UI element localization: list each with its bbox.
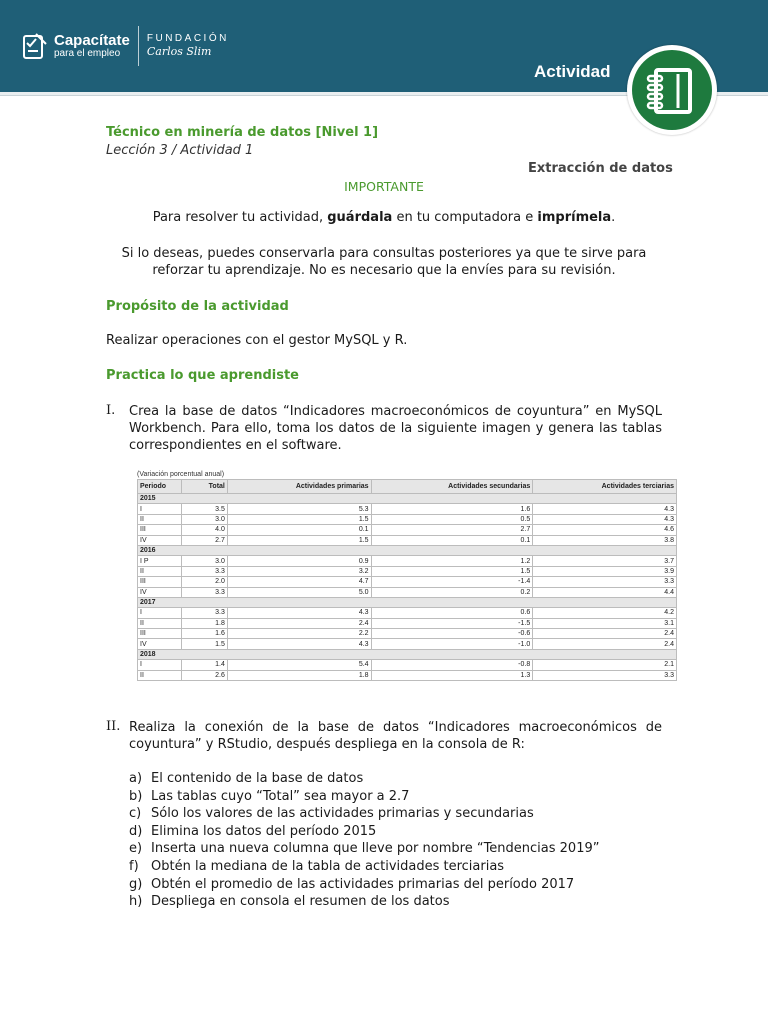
table-row: [138, 608, 677, 618]
item-2-text: Realiza la conexión de la base de datos “Indicadores macroeconómicos de coyuntura” y RStudio, después despliega en la consola de R:: [129, 720, 662, 752]
table-row: [138, 577, 677, 587]
table-cell: 2.7: [181, 535, 227, 545]
list-item-label: f): [129, 858, 139, 874]
list-item: [129, 806, 669, 824]
foundation-label: FUNDACIÓN: [146, 33, 229, 44]
table-cell: 2.0: [181, 577, 227, 587]
purpose-text: Realizar operaciones con el gestor MySQL y R.: [106, 333, 408, 348]
table-cell: II: [138, 566, 182, 576]
instructions-pre: Para resolver tu actividad,: [152, 210, 328, 225]
item-2-number: II.: [106, 719, 121, 734]
table-cell: 4.3: [227, 608, 371, 618]
table-header-cell: Actividades primarias: [227, 480, 371, 494]
table-cell: 2.2: [227, 629, 371, 639]
table-row: [138, 618, 677, 628]
table-cell: 4.6: [533, 525, 677, 535]
table-cell: 4.3: [533, 504, 677, 514]
table-cell: 2.4: [533, 639, 677, 649]
table-year-cell: 2018: [138, 649, 677, 659]
table-cell: 1.5: [181, 639, 227, 649]
list-item: [129, 824, 669, 842]
table-cell: 1.8: [227, 670, 371, 680]
table-year-row: [138, 597, 677, 607]
table-cell: I: [138, 504, 182, 514]
table-cell: 5.3: [227, 504, 371, 514]
table-cell: 1.5: [371, 566, 533, 576]
table-row: [138, 525, 677, 535]
table-cell: 3.3: [533, 577, 677, 587]
table-row: [138, 660, 677, 670]
course-title: Técnico en minería de datos [Nivel 1]: [106, 125, 379, 140]
table-year-cell: 2016: [138, 545, 677, 555]
table-cell: -0.6: [371, 629, 533, 639]
table-cell: 0.2: [371, 587, 533, 597]
capacitate-logo: [22, 26, 229, 66]
table-cell: III: [138, 577, 182, 587]
table-cell: -1.5: [371, 618, 533, 628]
table-header-cell: Total: [181, 480, 227, 494]
table-cell: 3.3: [533, 670, 677, 680]
logo-subtitle: para el empleo: [54, 47, 121, 59]
table-cell: 1.2: [371, 556, 533, 566]
table-cell: -0.8: [371, 660, 533, 670]
table-cell: 4.3: [227, 639, 371, 649]
instructions: [0, 210, 768, 225]
list-item-text: Despliega en consola el resumen de los datos: [151, 894, 450, 910]
table-cell: 4.3: [533, 514, 677, 524]
item-1-number: I.: [106, 403, 116, 418]
activity-label: Actividad: [534, 62, 611, 81]
table-cell: 2.4: [227, 618, 371, 628]
table-cell: 3.1: [533, 618, 677, 628]
logo-title: Capacítate: [54, 31, 130, 49]
table-cell: 1.4: [181, 660, 227, 670]
table-header-cell: Actividades terciarias: [533, 480, 677, 494]
list-item-text: Obtén el promedio de las actividades primarias del período 2017: [151, 876, 575, 892]
table-cell: II: [138, 670, 182, 680]
table-cell: 3.3: [181, 587, 227, 597]
table-header-cell: Actividades secundarias: [371, 480, 533, 494]
table-row: [138, 535, 677, 545]
note-line-1: Si lo deseas, puedes conservarla para consultas posteriores ya que te sirve para: [121, 246, 647, 261]
table-cell: 0.1: [227, 525, 371, 535]
table-row: [138, 670, 677, 680]
table-cell: 1.3: [371, 670, 533, 680]
table-row: [138, 629, 677, 639]
table-cell: 2.4: [533, 629, 677, 639]
table-cell: IV: [138, 639, 182, 649]
table-cell: 2.7: [371, 525, 533, 535]
table-row: [138, 504, 677, 514]
table-cell: 3.9: [533, 566, 677, 576]
table-row: [138, 587, 677, 597]
list-item: [129, 789, 669, 807]
practice-heading: Practica lo que aprendiste: [106, 368, 300, 383]
checklist-icon: [22, 32, 48, 60]
table-cell: 3.8: [533, 535, 677, 545]
table-cell: 4.0: [181, 525, 227, 535]
table-cell: 3.7: [533, 556, 677, 566]
table-cell: I P: [138, 556, 182, 566]
list-item-text: Inserta una nueva columna que lleve por nombre “Tendencias 2019”: [151, 841, 600, 857]
table-cell: 5.0: [227, 587, 371, 597]
table-cell: 1.8: [181, 618, 227, 628]
list-item-text: Las tablas cuyo “Total” sea mayor a 2.7: [151, 788, 410, 804]
table-cell: 0.1: [371, 535, 533, 545]
table-cell: III: [138, 629, 182, 639]
note-line-2: reforzar tu aprendizaje. No es necesario que la envíes para su revisión.: [152, 263, 616, 278]
list-item-label: c): [129, 806, 142, 822]
table-cell: I: [138, 660, 182, 670]
table-cell: 4.7: [227, 577, 371, 587]
table-cell: 2.6: [181, 670, 227, 680]
table-cell: 4.2: [533, 608, 677, 618]
list-item-label: b): [129, 788, 143, 804]
lesson-label: Lección 3 / Actividad 1: [106, 143, 254, 158]
list-item: [129, 877, 669, 895]
list-item-text: Obtén la mediana de la tabla de actividades terciarias: [151, 858, 505, 874]
table-cell: 3.2: [227, 566, 371, 576]
table-cell: 1.5: [227, 514, 371, 524]
table-year-row: [138, 545, 677, 555]
table-cell: 3.5: [181, 504, 227, 514]
table-cell: IV: [138, 535, 182, 545]
table-year-row: [138, 494, 677, 504]
table-year-cell: 2015: [138, 494, 677, 504]
table-cell: 4.4: [533, 587, 677, 597]
table-cell: -1.4: [371, 577, 533, 587]
table-cell: 0.9: [227, 556, 371, 566]
table-year-row: [138, 649, 677, 659]
list-item-text: El contenido de la base de datos: [151, 771, 364, 786]
table-row: [138, 514, 677, 524]
instructions-save: guárdala: [327, 210, 393, 225]
list-item: [129, 894, 669, 912]
data-table: [137, 479, 677, 681]
table-cell: 0.5: [371, 514, 533, 524]
purpose-heading: Propósito de la actividad: [106, 299, 289, 314]
instructions-mid: en tu computadora e: [392, 210, 538, 225]
table-cell: 0.6: [371, 608, 533, 618]
table-cell: 3.3: [181, 608, 227, 618]
list-item: [129, 859, 669, 877]
table-year-cell: 2017: [138, 597, 677, 607]
table-cell: 1.5: [227, 535, 371, 545]
list-item-label: d): [129, 823, 143, 839]
table-row: [138, 566, 677, 576]
table-cell: 3.3: [181, 566, 227, 576]
activity-badge: [627, 45, 717, 135]
list-item-label: e): [129, 841, 143, 857]
table-row: [138, 639, 677, 649]
table-cell: -1.0: [371, 639, 533, 649]
table-cell: 1.6: [371, 504, 533, 514]
table-cell: 5.4: [227, 660, 371, 670]
table-cell: 2.1: [533, 660, 677, 670]
list-item: [129, 841, 669, 859]
list-item-label: h): [129, 894, 143, 910]
list-item-text: Elimina los datos del período 2015: [151, 823, 377, 839]
list-item: [129, 771, 669, 789]
table-cell: 3.0: [181, 514, 227, 524]
table-cell: I: [138, 608, 182, 618]
instructions-print: imprímela: [537, 210, 612, 225]
table-header-row: [138, 480, 677, 494]
task-list: [129, 771, 669, 912]
logo-divider: [138, 26, 139, 66]
foundation-signature: Carlos Slim: [146, 45, 212, 58]
table-cell: IV: [138, 587, 182, 597]
table-cell: III: [138, 525, 182, 535]
list-item-label: a): [129, 771, 143, 786]
notebook-icon: [632, 50, 712, 130]
data-table-image: [137, 470, 677, 681]
instructions-end: .: [611, 210, 616, 225]
table-caption: (Variación porcentual anual): [137, 471, 225, 478]
activity-name: Extracción de datos: [528, 161, 673, 176]
table-row: [138, 556, 677, 566]
item-1-text: Crea la base de datos “Indicadores macroeconómicos de coyuntura” en MySQL Workbench. Para ello, toma los datos de la siguiente imagen y genera las tablas correspondientes en el software.: [129, 404, 662, 453]
table-cell: II: [138, 514, 182, 524]
table-cell: 1.6: [181, 629, 227, 639]
table-cell: 3.0: [181, 556, 227, 566]
list-item-label: g): [129, 876, 143, 892]
list-item-text: Sólo los valores de las actividades primarias y secundarias: [151, 806, 534, 822]
table-header-cell: Periodo: [138, 480, 182, 494]
important-label: IMPORTANTE: [344, 179, 424, 194]
table-cell: II: [138, 618, 182, 628]
